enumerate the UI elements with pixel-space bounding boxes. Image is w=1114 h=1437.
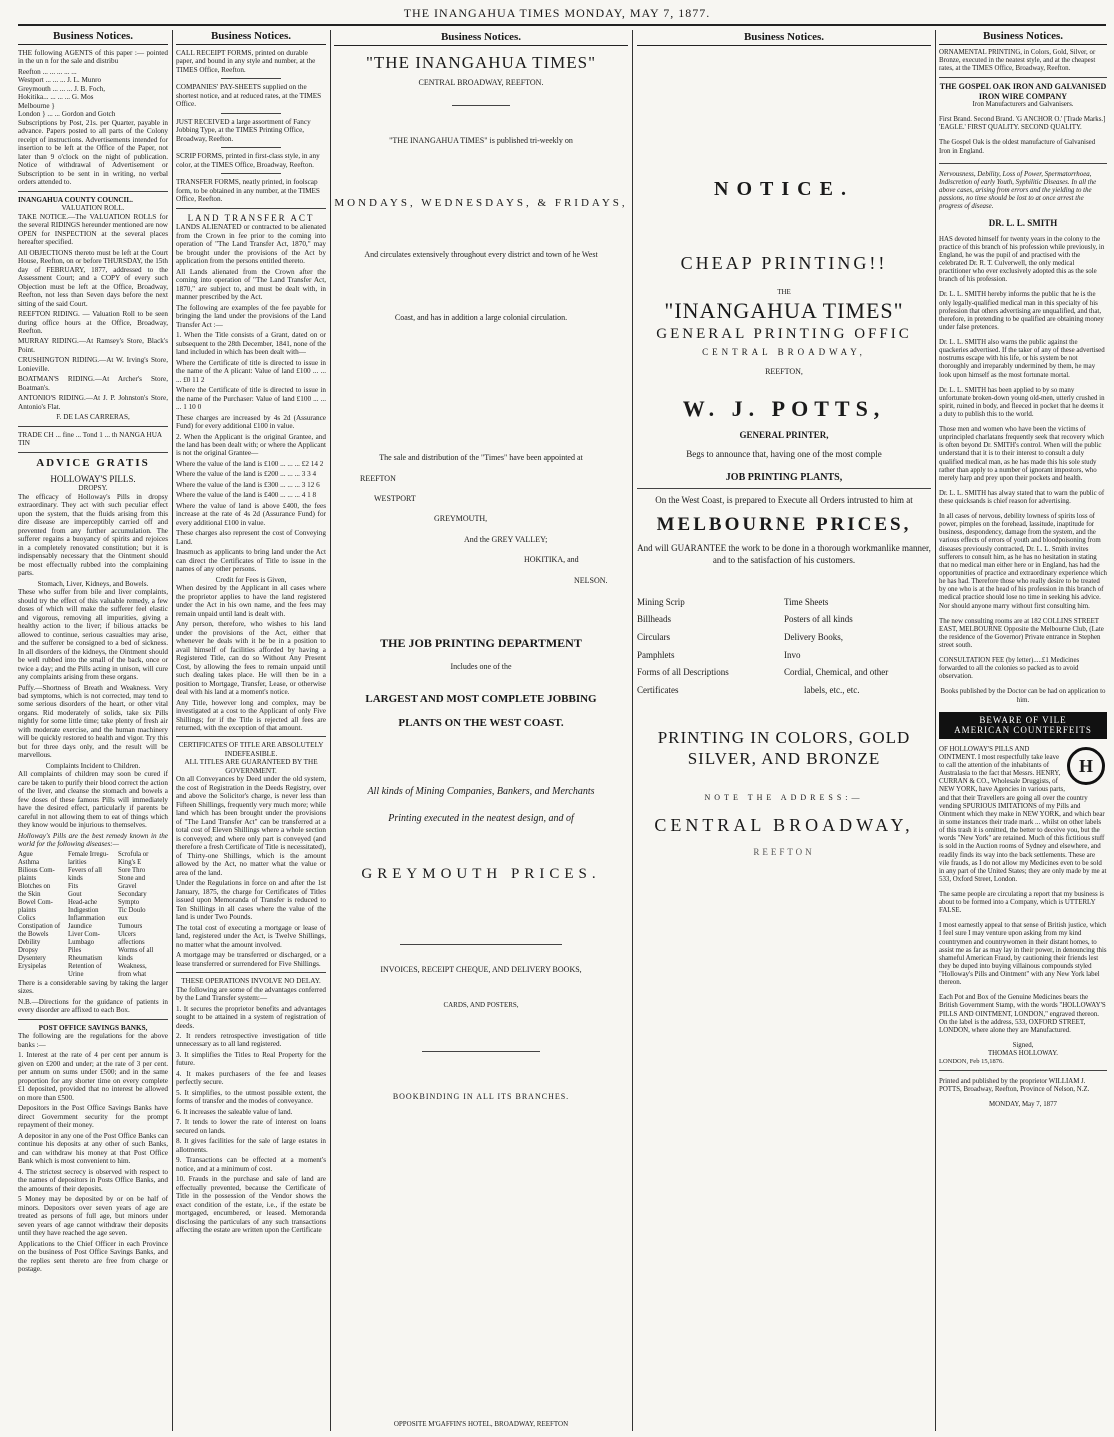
fee-line: Where the value of the land is £200 ... ... ... 3 3 4 (176, 470, 317, 479)
disease-item: kinds (118, 954, 133, 962)
disease-item: Bilious Com- (18, 866, 55, 874)
column-5 (939, 30, 1107, 1431)
holloway-p1: The efficacy of Holloway's Pills in dropsy extraordinary. They act with such peculiar effect upon the system, that the fluids arising from this dire disease are imperceptibly carried off and prevented from any further accumulation. The sufferer regains a buoyancy of spirits and rejoices in a completely renovated constitution; but it is indispensably necessary that the Ointment should be most effectually rubbed into the complaining parts. (18, 492, 168, 578)
doctor-p: Those men and women who have been the victims of unprincipled charlatans frequently seek that recovery which is often beyond Dr. SMITH's control. When will the public understand that it is to their interest to consult a duly qualified medical man, as he has made this his sole study rather than apply to a number of ignorant impostors, who merely harp and prey upon their pockets and health. (939, 426, 1104, 482)
ops-title: THESE OPERATIONS INVOLVE NO DELAY. (181, 977, 321, 986)
column-header: Business Notices. (637, 30, 931, 46)
land-p7: Any Title, however long and complex, may be investigated at a cost to the Applicant of only Five Shillings; for if the Title is rejected all fees are returned, with the exception of that amount. (176, 698, 326, 732)
land-p1: LANDS ALIENATED or contracted to be alienated from the Crown in fee prior to the coming into operation of "The Land Transfer Act, 1870," may be brought under the provisions of the Act by application from the persons entitled thereto. (176, 223, 326, 266)
guarantee-text: And will GUARANTEE the work to be done in a thorough workmanlike manner, and to the satisfaction of his customers. (637, 543, 931, 565)
land-p6: Any person, therefore, who wishes to his land under the provisions of the Act, either that whenever he deals with it he be in a position to avail himself of facilities afforded by having a Registered Title, can do so Without Any Present Cost, by allowing the fees to remain unpaid until such dealing takes place. He will then be in a position to Mortgage, Transfer, Lease, or otherwise deal with his land at a moment's notice. (176, 620, 326, 697)
holloway-seal-icon: H (1067, 747, 1105, 785)
cert-p1: On all Conveyances by Deed under the old system, the cost of Registration in the Deeds Registry, over and above the Solicitor's charge, is never less than Fifteen Shillings, frequently very much more; while land which has been brought under the provisions of "The Land Transfer Act" can be transferred at a total cost of Eleven Shillings where a whole section is conveyed; and where only part is conveyed (and therefore a fresh Certificate of Title is necessitated), of Thirty-one Shillings, which is the amount allowed by the Act, no matter what the value or area of the land. (176, 775, 326, 877)
central-broadway: CENTRAL BROADWAY, (702, 346, 866, 357)
divider (18, 1019, 168, 1020)
disease-item: kinds (68, 874, 83, 882)
greymouth-prices: GREYMOUTH PRICES. (361, 865, 601, 882)
general-printing-office: GENERAL PRINTING OFFIC (656, 326, 912, 343)
fee-line: Where the Certificate of title is directed to issue in the name of the A plicant: Value of land £100 ... ... ... £0 11 2 (176, 358, 326, 384)
ops-item: 1. It secures the proprietor benefits and advantages sought to be attained in a system of registration of deeds. (176, 1004, 326, 1030)
circulates-text: And circulates extensively throughout every district and town of he West (364, 250, 598, 260)
agent-row: Hokitika... ... ... ... G. Mos (18, 93, 94, 102)
disease-item: Tic Doulo (118, 906, 146, 914)
disease-list (18, 851, 168, 979)
doctor-p: Books published by the Doctor can be had on application to him. (940, 688, 1106, 704)
riding: MURRAY RIDING.—At Ramsey's Store, Black's Point. (18, 337, 168, 354)
times-title: "THE INANGAHUA TIMES" (365, 53, 597, 73)
disease-item: plaints (18, 874, 37, 882)
largest-plants: LARGEST AND MOST COMPLETE JOBBING (365, 692, 597, 705)
divider (400, 944, 562, 945)
bookbinding-text: BOOKBINDING IN ALL ITS BRANCHES. (392, 1091, 570, 1101)
reefton-address: REEFTON (753, 847, 815, 858)
imprint: Printed and published by the proprietor WILLIAM J. POTTS, Broadway, Reefton, Province of Nelson, N.Z. (939, 1077, 1090, 1093)
item: Certificates (637, 685, 679, 696)
colors-text: PRINTING IN COLORS, GOLD SILVER, AND BRONZE (657, 727, 911, 769)
central-broadway-address: CENTRAL BROADWAY, (654, 814, 914, 835)
ops-item: 3. It simplifies the Titles to Real Property for the future. (176, 1050, 326, 1068)
post-title: POST OFFICE SAVINGS BANKS, (38, 1023, 148, 1032)
disease-item: the Skin (18, 890, 41, 898)
holloway-sub: HOLLOWAY'S PILLS. (50, 473, 136, 484)
disease-item: Indigestion (68, 906, 99, 914)
divider (939, 1070, 1107, 1071)
potts-name: W. J. POTTS, (682, 395, 886, 421)
column-header: Business Notices. (939, 30, 1107, 45)
beware-banner (939, 712, 1107, 739)
divider (221, 147, 281, 148)
opposite-text: OPPOSITE M'GAFFIN'S HOTEL, BROADWAY, REEFTON (393, 1419, 569, 1428)
beware-line: AMERICAN COUNTERFEITS (954, 725, 1092, 736)
post-office-notice (18, 1024, 168, 1274)
gospel-oak-title: THE GOSPEL OAK IRON AND GALVANISED IRON WIRE COMPANY (939, 82, 1107, 101)
item: Circulars (637, 632, 670, 643)
paper-name: "INANGAHUA TIMES" (664, 297, 904, 323)
ops-item: 7. It tends to lower the rate of interest on loans secured on lands. (176, 1118, 326, 1135)
disease-item: Sympto (118, 898, 140, 906)
signed-label: Signed, (1012, 1041, 1034, 1049)
council-sub: VALUATION ROLL. (61, 204, 125, 213)
counterfeit-p: Each Pot and Box of the Genuine Medicines bears the British Government Stamp, with the words "HOLLOWAY'S PILLS AND OINTMENT, LONDON," engraved thereon. On the label is the address, 533, OXFORD STREET, LONDON, where alone they are Manufactured. (939, 994, 1106, 1034)
disease-item: Head-ache (68, 898, 98, 906)
beware-line: BEWARE OF VILE (979, 714, 1067, 725)
agents-notice (18, 49, 168, 187)
column-3 (334, 30, 628, 1431)
disease-item: Worms of all (118, 946, 154, 954)
item: Billheads (637, 614, 671, 625)
ops-item: 6. It increases the saleable value of land. (176, 1107, 293, 1116)
fee-line: Where the Certificate of title is directed to issue in the name of the Purchaser: Value of land £100 ... ... ... 1 10 0 (176, 386, 326, 412)
operations-notice (176, 977, 326, 1235)
times-address: CENTRAL BROADWAY, REEFTON. (418, 78, 544, 88)
disease-item: Colics (18, 914, 36, 922)
doctor-p: Dr. L. L. SMITH has been applied to by so many unfortunate broken-down young old-men, utterly crushed in spirit, ruined in body, and fleeced in pocket that he deems it a duty to publish this to the world. (939, 386, 1105, 418)
fee-line: These charges also represent the cost of Conveying Land. (176, 529, 326, 546)
disease-item: Gout (68, 890, 82, 898)
council-signature: F. DE LAS CARRERAS, (56, 413, 130, 422)
imprint-date: MONDAY, May 7, 1877 (989, 1100, 1057, 1108)
disease-item: Tumours (118, 922, 143, 930)
ops-item: 9. Transactions can be effected at a moment's notice, and at a minimum of cost. (176, 1156, 326, 1173)
disease-item: Sore Thro (118, 866, 146, 874)
disease-item (18, 971, 68, 979)
certificates-notice (176, 741, 326, 968)
ops-item: 5. It simplifies, to the utmost possible extent, the forms of transfer and the modes of conveyance. (176, 1088, 326, 1106)
town: WESTPORT (374, 494, 416, 504)
fee-line: These charges are increased by 4s 2d (Assurance Fund) for every additional £100 in value. (176, 413, 326, 431)
item: Mining Scrip (637, 596, 685, 607)
disease-item: Fits (68, 882, 79, 890)
notice-heading: NOTICE. (714, 178, 854, 201)
coast-text: Coast, and has in addition a large colonial circulation. (394, 312, 568, 322)
divider (176, 736, 326, 737)
disease-item: affections (118, 938, 145, 946)
holloway-dropsy: DROPSY. (78, 484, 108, 493)
town: And the GREY VALLEY; (464, 534, 548, 544)
column-divider (935, 30, 936, 1431)
town: HOKITIKA, and (524, 555, 579, 565)
divider (939, 77, 1107, 78)
disease-item: Urine (68, 970, 84, 978)
item: Invo (784, 649, 801, 660)
column-divider (632, 30, 633, 1431)
disease-item: plaints (18, 906, 37, 914)
agents-body: Subscriptions by Post, 21s. per Quarter, payable in advance. Papers posted to all parts of the Colony receipt of instructions. Advertisements intended for insertion to be left at the Office of the Paper, not later than 9 o'clock on the night of publication. Notice of withdrawal of Advertisement or Subscription to be sent in in writing, no verbal orders attended to. (18, 118, 168, 187)
disease-item: the Bowels (18, 930, 49, 938)
fee-line: Where the value of land is above £400, the fees increase at the rate of 4s 2d (Assurance Fund) for every additional £100 in value. (176, 501, 326, 527)
divider (176, 208, 326, 209)
job-plants: JOB PRINTING PLANTS, (725, 471, 843, 483)
ornamental-ad: ORNAMENTAL PRINTING, in Colors, Gold, Silver, or Bronze, executed in the neatest style, and at the cheapest rates, at the TIMES Office, Broadway, Reefton. (939, 48, 1096, 73)
post-item: 1. Interest at the rate of 4 per cent per annum is given on £200 and under; at the rate of 3 per cent. per annum on sums under £500; and in the same proportion for any shorter time on every complete £1 deposited, provided that no interest be allowed on more than £500. (18, 1051, 168, 1102)
ops-item: 2. It renders retrospective investigation of title unnecessary as to all land registered. (176, 1031, 326, 1049)
land-credit: Credit for Fees is Given, (215, 575, 287, 584)
divider (221, 173, 281, 174)
riding: BOATMAN'S RIDING.—At Archer's Store, Boatman's. (18, 375, 168, 392)
disease-item: Ulcers (118, 930, 136, 938)
disease-item: Dropsy (18, 946, 39, 954)
holloway-p4: All complaints of children may soon be cured if care be taken to purify their blood correct the action of the liver, and cleanse the stomach and bowels a few doses of these famous Pills will immediately have the desired effect, particularly if parents be careful in not allowing them to eat of things which they know would be injurious to themselves. (18, 770, 168, 830)
holloway-saving: There is a considerable saving by taking the larger sizes. (18, 978, 168, 996)
reefton-text: REEFTON, (765, 366, 803, 376)
town: GREYMOUTH, (434, 514, 488, 524)
item: Time Sheets (784, 596, 829, 607)
column-2 (176, 30, 326, 1431)
divider (637, 488, 931, 489)
divider (939, 163, 1107, 164)
town: REEFTON (360, 473, 396, 483)
column-divider (172, 30, 173, 1431)
disease-item: King's E (118, 858, 142, 866)
holloway-nb: N.B.—Directions for the guidance of patients in every disorder are affixed to each Box. (18, 997, 168, 1015)
disease-item: Liver Com- (68, 930, 100, 938)
disease-item: Piles (68, 946, 82, 954)
divider (452, 105, 511, 106)
fee-line: Where the value of the land is £300 ... ... ... 3 12 6 (176, 480, 320, 489)
agent-row: Reefton ... ... ... ... ... (18, 67, 77, 76)
general-printer: GENERAL PRINTER, (739, 429, 829, 440)
doctor-p: Dr. L. L. SMITH also warns the public against the quackeries advertised. If the taker of any of these advertised nostrums escape with his life, or his system be not thoroughly and irreparably undermined by them, he may look upon himself as the most fortunate mortal. (939, 338, 1105, 379)
item: Forms of all Descriptions (637, 667, 729, 678)
printing-items (637, 597, 931, 697)
disease-item: eux (118, 914, 128, 922)
published-text: "THE INANGAHUA TIMES" is published tri-weekly on (389, 135, 573, 145)
cert-p4: A mortgage may be transferred or discharged, or a lease transferred or surrendered for Five Shillings. (176, 951, 326, 968)
disease-item: Weakness, (118, 962, 147, 970)
disease-item: Blotches on (18, 882, 51, 890)
doctor-p: CONSULTATION FEE (by letter).....£1 Medicines forwarded to all the colonies so packed as to avoid observation. (939, 657, 1080, 681)
disease-item: Constipation of (18, 922, 61, 930)
holloway-p3: Puffy.—Shortness of Breath and Weakness. Very bad symptoms, which is not corrected, may tend to some serious disorders of the heart, or other vital organs. Rid moderately of solids, take six Pills nightly for some little time; take plenty of fresh air with moderate exercise, and the human machinery will be quickly restored to health and vigor. Try this but for three days only, and the result will be marvellous. (18, 683, 168, 760)
neatest-text: Printing executed in the neatest design, and of (388, 812, 574, 824)
ops-item: 8. It gives facilities for the sale of large estates in allotments. (176, 1137, 326, 1154)
disease-item: Gravel (118, 882, 137, 890)
gospel-oldest: The Gospel Oak is the oldest manufacture of Galvanised Iron in England. (939, 139, 1096, 155)
publication-days: MONDAYS, WEDNESDAYS, & FRIDAYS, (334, 197, 628, 210)
post-item: Applications to the Chief Officer in each Province on the business of Post Office Savings Banks, and the replies sent thereto are free from charge or postage. (18, 1239, 168, 1273)
gospel-iron: Iron Manufacturers and Galvanisers. (972, 101, 1074, 109)
doctor-title: DR. L. L. SMITH (988, 218, 1058, 229)
printing-ad: JUST RECEIVED a large assortment of Fancy Jobbing Type, at the TIMES Printing Office, Broadway, Reefton. (176, 117, 311, 143)
town: NELSON. (574, 575, 608, 585)
disease-item: Retention of (68, 962, 102, 970)
holloway-date: LONDON, Feb 15,1876. (939, 1058, 1004, 1066)
holloway-title: ADVICE GRATIS (36, 456, 150, 469)
item: labels, etc., etc. (804, 685, 860, 696)
item: Cordial, Chemical, and other (784, 667, 889, 678)
printing-ad: COMPANIES' PAY-SHEETS supplied on the shortest notice, and at reduced rates, at the TIMES Office. (176, 83, 322, 109)
divider (221, 78, 281, 79)
land-transfer-notice (176, 213, 326, 733)
disease-item: Stone and (118, 874, 145, 882)
item: Pamphlets (637, 649, 675, 660)
disease-item: Ague (18, 850, 33, 858)
cards-text: CARDS, AND POSTERS, (443, 1001, 519, 1010)
item: Posters of all kinds (784, 614, 853, 625)
post-intro: The following are the regulations for the above banks :— (18, 1032, 168, 1049)
note-address: NOTE THE ADDRESS:— (704, 793, 864, 803)
divider (18, 452, 168, 453)
disease-item: Bowel Com- (18, 898, 53, 906)
council-notice (18, 196, 168, 422)
holloway-ad (18, 457, 168, 1015)
counterfeit-p: I most earnestly appeal to that sense of British justice, which I feel sure I may venture upon asking from my kind countrymen and countrywomen in their distant homes, to assist me as far as may lay in their power, in denouncing this shameful American Fraud, by cautioning their friends lest they be duped into buying villainous compounds styled "Holloway's Pills and Ointment" with any New York label thereon. (939, 922, 1107, 987)
cert-sub: ALL TITLES ARE GUARANTEED BY THE GOVERNMENT. (184, 758, 318, 775)
masthead: THE INANGAHUA TIMES MONDAY, MAY 7, 1877. (403, 6, 711, 20)
printing-ad: CALL RECEIPT FORMS, printed on durable paper, and bound in any style and number, at the TIMES Office, Reefton. (176, 48, 316, 74)
holloway-remedy: Holloway's Pills are the best remedy known in the world for the following diseases:— (18, 831, 168, 849)
column-1 (18, 30, 168, 1431)
land-p4: Inasmuch as applicants to bring land under the Act can direct the Certificates of Title to issue in the names of any other persons. (176, 548, 326, 574)
ops-intro: The following are some of the advantages conferred by the Land Transfer system:— (176, 985, 326, 1003)
holloway-sub2: Stomach, Liver, Kidneys, and Bowels. (37, 579, 149, 588)
ops-item: 4. It makes purchasers of the fee and leases perfectly secure. (176, 1069, 326, 1087)
disease-item: Rheumatism (68, 954, 103, 962)
doctor-p: In all cases of nervous, debility lowness of spirits loss of power, pimples on the forehead, lassitude, inaptitude for business, despondency, damage from the system, and the various effects of errors of youth and bloodpoisoning from diseases previously contracted, Dr. L. L. Smith invites sufferers to consult him, as he has no hesitation in stating that no medical man either here or in England, has had the opportunities of practice and extraordinary experience which he has had. Therefore those who really desire to be treated by one who is at the head of his profession in this branch of medical practice should lose no time in seeking his advice. Nor should anyone marry without first consulting him. (939, 513, 1107, 610)
column-header: Business Notices. (18, 30, 168, 45)
agents-title: THE following AGENTS of this paper :— pointed in the un n for the sale and distribu (18, 48, 168, 66)
disease-item: from what (118, 970, 147, 978)
divider (18, 191, 168, 192)
begs-text: Begs to announce that, having one of the most comple (686, 449, 882, 460)
divider (221, 113, 281, 114)
disease-item: Secondary (118, 890, 147, 898)
riding: CRUSHINGTON RIDING.—At W. Irving's Store, Lonieville. (18, 356, 168, 373)
doctor-p: HAS devoted himself for twenty years in the colony to the practice of this branch of his profession while previously, in England, he was the pupil of and practised with the celebrated Dr. R. T. Culverwell, the only medical practitioner who ever exclusively adopted this as the sole branch of his profession. (939, 235, 1105, 284)
column-header: Business Notices. (334, 30, 628, 46)
disease-item: Lumbago (68, 938, 95, 946)
disease-item: Fevers of all (68, 866, 102, 874)
post-item: Depositors in the Post Office Savings Banks have direct Government security for the prompt repayment of their money. (18, 1104, 168, 1130)
disease-item: larities (68, 858, 87, 866)
disease-item: Scrofula or (118, 850, 149, 858)
gospel-brands: First Brand. Second Brand. 'G ANCHOR O.' [Trade Marks.] 'EAGLE.' FIRST QUALITY. SECOND QUALITY. (939, 116, 1106, 132)
fee-line: 2. When the Applicant is the original Grantee, and the land has been dealt with; or where the Applicant is not the original Grantee— (176, 432, 326, 458)
fee-line: Where the value of the land is £100 ... ... ... £2 14 2 (176, 459, 324, 468)
land-title: LAND TRANSFER ACT (187, 212, 315, 223)
disease-item: Jaundice (68, 922, 92, 930)
cert-title: CERTIFICATES OF TITLE ARE ABSOLUTELY INDEFEASIBLE. (178, 741, 324, 758)
land-p3: The following are examples of the fee payable for bringing the land under the provisions of the Land Transfer Act :— (176, 303, 326, 329)
land-p2: All Lands alienated from the Crown after the coming into operation of "The Land Transfer Act, 1870," are subject to, and must be dealt with, in manner prescribed by the Act. (176, 267, 326, 302)
council-p2: All OBJECTIONS thereto must be left at the Court House, Reefton, on or before THURSDAY, the 15th day of FEBRUARY, 1877, addressed to the Assessment Court; and a COPY of every such Objection must be left at the Office, Broadway, Reefton, not less than Seven days before the next sitting of the said Court. (18, 248, 168, 308)
plants-west-coast: PLANTS ON THE WEST COAST. (398, 717, 564, 730)
ops-item: 10. Frauds in the purchase and sale of land are effectually prevented, because the Certificate of Title in the possession of the Vendor shows the exact condition of the estate, i.e., if the estate be mortgaged, encumbered, or leased. Memoranda disclosing the particulars of any such transactions affecting the estate are written upon the Certificate (176, 1175, 326, 1235)
includes-text: Includes one of the (450, 661, 512, 671)
fee-line: 1. When the Title consists of a Grant, dated on or subsequent to the 28th December, 1841, none of the land included in which has been dealt with— (176, 331, 326, 357)
west-coast-text: On the West Coast, is prepared to Execute all Orders intrusted to him at (655, 494, 913, 505)
sale-text: The sale and distribution of the "Times" have been appointed at (379, 453, 583, 463)
disease-item: Erysipelas (18, 962, 47, 970)
mining-text: All kinds of Mining Companies, Bankers, and Merchants (367, 785, 595, 797)
column-divider (330, 30, 331, 1431)
post-item: 5 Money may be deposited by or on be half of minors. Depositors over seven years of age are treated as persons of full age, but minors under seven years of age cannot withdraw their deposits until they have reached the age seven. (18, 1195, 168, 1238)
printing-ad: SCRIP FORMS, printed in first-class style, in any color, at the TIMES Office, Broadway, Reefton. (176, 152, 320, 169)
cert-p2: Under the Regulations in force on and after the 1st January, 1875, the charge for Certificates of Titles issued upon Memoranda of Transfer is reduced to Ten Shillings in all cases where the value of the land is under Two Pounds. (176, 879, 326, 922)
divider (422, 1051, 540, 1052)
nervousness-ad: Nervousness, Debility, Loss of Power, Spermatorrhoea, Indiscretion of early Youth, Syphilitic Diseases. In all the above cases, arising from errors and the yielding to the passions, no time should be lost to at once arrest the progress of disease. (939, 170, 1097, 211)
melbourne-prices: MELBOURNE PRICES, (656, 513, 912, 535)
divider (176, 972, 326, 973)
printing-ad: TRANSFER FORMS, neatly printed, in foolscap form, to be obtained in any number, at the TIMES Office, Reefton. (176, 178, 320, 204)
disease-item: Female Irregu- (68, 850, 109, 858)
holloway-sub3: Complaints Incident to Children. (45, 761, 141, 770)
council-title: INANGAHUA COUNTY COUNCIL. (18, 195, 133, 204)
item: Delivery Books, (784, 632, 843, 643)
disease-item: Asthma (18, 858, 40, 866)
disease-item: Dysentery (18, 954, 46, 962)
land-p5: When desired by the Applicant in all cases where the proprietor applies to have the land registered under the Act in his own name, and the fees may remain unpaid until land is dealt with. (176, 584, 326, 618)
column-header: Business Notices. (176, 30, 326, 45)
masthead-rule (18, 24, 1106, 26)
disease-item: Inflammation (68, 914, 105, 922)
column-4 (637, 30, 931, 1431)
doctor-p: Dr. L. L. SMITH has alway stated that to warn the public of these quicksands is chief reason for advertising. (939, 489, 1105, 506)
agent-row: Westport ... ... ... J. L. Munro (18, 76, 102, 85)
towns-list (334, 474, 628, 586)
counterfeit-p: OF HOLLOWAY'S PILLS AND OINTMENT. I most respectfully take leave to call the attention of the inhabitants of Australasia to the fact that Messrs. HENRY, CURRAN & CO., Wholesale Druggists, of NEW YORK, have Agencies in various parts, and that their Travellers are going all over the country vending SPURIOUS IMITATIONS of my Pills and Ointment which they make in NEW YORK, and which bear in some instances their trade mark ... whilst on other labels of this trash it is omitted, the better to deceive you, but the words "New York" are retained. Much of this fictitious stuff is sold in the Auction rooms of Sydney and elsewhere, and readily finds its way into the back settlements. These are vile frauds, as I do not allow my Medicines even to be sold in any part of the United States; they are only made by me at 533, Oxford Street, London. (939, 745, 1107, 883)
doctor-p: The new consulting rooms are at 182 COLLINS STREET EAST, MELBOURNE Opposite the Melbourne Club, (Late the residence of the Governor) Private entrance in Stephen street south. (939, 617, 1104, 650)
cheap-printing: CHEAP PRINTING!! (680, 253, 888, 274)
divider (18, 426, 168, 427)
invoices-text: INVOICES, RECEIPT CHEQUE, AND DELIVERY BOOKS, (380, 965, 582, 975)
fee-line: Where the value of the land is £400 ... ... ... 4 1 8 (176, 491, 317, 500)
trade-notice: TRADE CH ... fine ... Tond 1 ... th NANGA HUA TIN (18, 430, 162, 448)
post-item: 4. The strictest secrecy is observed with respect to the names of depositors in Posts Office Banks, and the amounts of their deposits. (18, 1167, 168, 1193)
agent-row: Greymouth ... ... ... J. B. Foch, (18, 84, 106, 93)
agent-row: Melbourne } (18, 101, 55, 110)
doctor-p: Dr. L. L. SMITH hereby informs the public that he is the only legally-qualified medical man in this specialty of his profession that others advertising are unqualified, and that, therefore, in pretending to be qualified are obtaining money under false pretences. (939, 291, 1104, 331)
agent-row: London } ... ... Gordon and Gotch (18, 110, 116, 119)
job-department: THE JOB PRINTING DEPARTMENT (380, 635, 582, 650)
counterfeit-p: The same people are circulating a report that my business is about to be formed into a Company, which is UTTERLY FALSE. (939, 890, 1104, 915)
cert-p3: The total cost of executing a mortgage or lease of land, registered under the Act, is Twelve Shillings, no matter what the amount involved. (176, 923, 326, 949)
riding: ANTONIO'S RIDING.—At J. P. Johnston's Store, Antonio's Flat. (18, 394, 168, 411)
the-text: THE (777, 287, 791, 296)
post-item: A depositor in any one of the Post Office Banks can continue his deposits at any other of such Banks, and can withdraw his money at that Post Office Bank which is most convenient to him. (18, 1131, 168, 1166)
council-p1: TAKE NOTICE.—The VALUATION ROLLS for the several RIDINGS hereunder mentioned are now OPEN for INSPECTION at the several places hereafter specified. (18, 212, 168, 247)
disease-item: Debility (18, 938, 41, 946)
signature-name: THOMAS HOLLOWAY. (987, 1050, 1059, 1058)
holloway-p2: These who suffer from bile and liver complaints, should try the effect of this valuable remedy, a few doses of which will make the sufferer feel elastic and vigorous, removing all impurities, giving a healthy action to the liver; if bilious attacks be allowed to continue, serious casualties may arise, and the sufferer be consigned to a bed of sickness. In all disorders of the kidneys, the Ointment should be well rubbed into the small of the back, once or twice a day; and the Pills acting in unison, will cure any complaints arising from these organs. (18, 588, 168, 682)
riding: REEFTON RIDING. — Valuation Roll to be seen during office hours at the Office, Broadway, Reefton. (18, 310, 168, 335)
